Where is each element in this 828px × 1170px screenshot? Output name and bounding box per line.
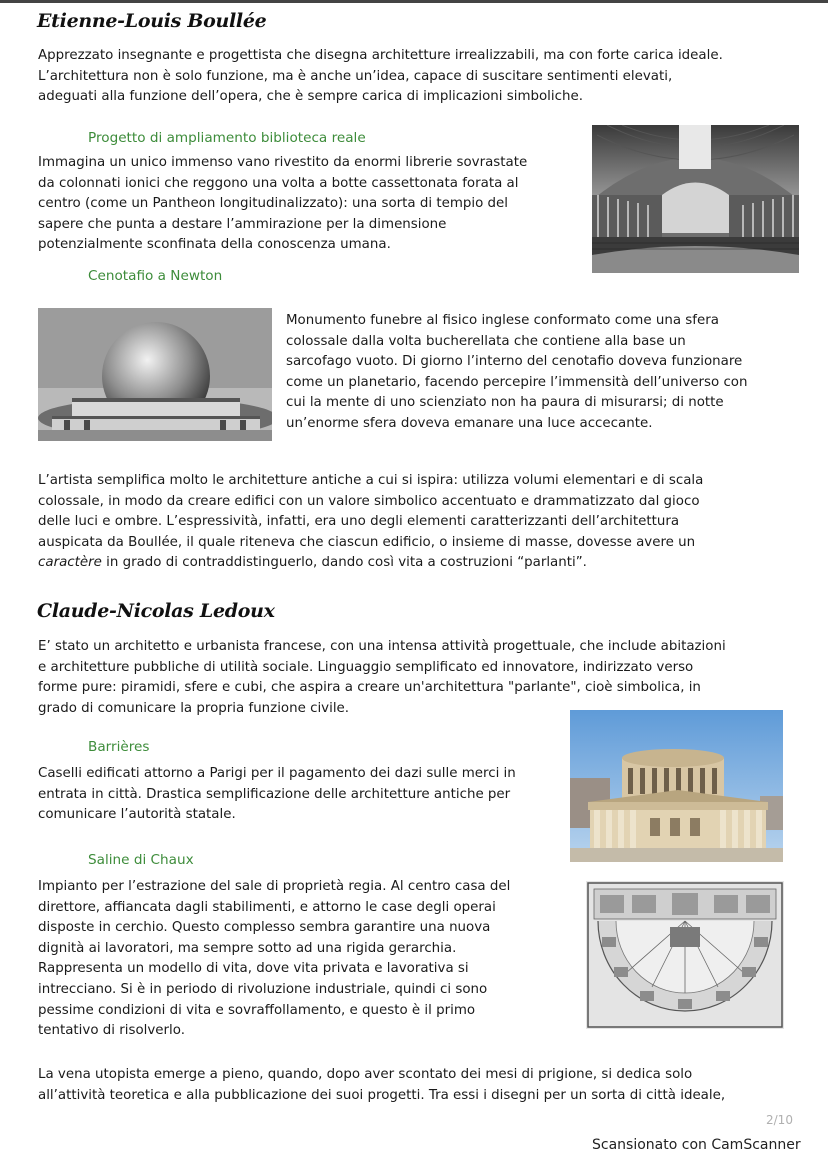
ledoux-intro — [38, 637, 813, 719]
text-line: e architetture pubbliche di utilità sociale. Linguaggio semplificato ed innovatore, indirizzato verso — [38, 659, 694, 675]
text-line: E’ stato un architetto e urbanista francese, con una intensa attività progettuale, che include abitazioni — [38, 639, 726, 654]
text-span: in grado di contraddistinguerlo, dando così vita a costruzioni “parlanti”. — [101, 555, 587, 571]
boullee-intro — [38, 46, 808, 108]
text-line: forme pure: piramidi, sfere e cubi, che aspira a creare un'architettura "parlante", cioè simbolica, in — [38, 680, 701, 696]
text-line: pessime condizioni di vita e sovraffollamento, e questo è il primo — [38, 1002, 476, 1018]
section-title-boullee: Etienne-Louis Boullée — [37, 10, 267, 32]
page-number: 2/10 — [766, 1113, 793, 1127]
text-line: sapere che punta a destare l’ammirazione per la dimensione — [38, 216, 447, 232]
text-line: Monumento funebre al fisico inglese conformato come una sfera — [286, 313, 719, 328]
text-line: delle luci e ombre. L’espressività, infatti, era uno degli elementi caratterizzanti dell’architettura — [38, 514, 680, 530]
text-line: La vena utopista emerge a pieno, quando, dopo aver scontato dei mesi di prigione, si dedica solo — [38, 1067, 693, 1082]
text-line: intrecciano. Si è in periodo di rivoluzione industriale, quindi ci sono — [38, 981, 488, 997]
biblioteca-paragraph — [38, 153, 583, 256]
text-line: Impianto per l’estrazione del sale di proprietà regia. Al centro casa del — [38, 879, 511, 894]
barrieres-paragraph — [38, 764, 568, 826]
text-line: colossale dalla volta bucherellata che contiene alla base un — [286, 333, 686, 349]
text-line: sarcofago vuoto. Di giorno l’interno del cenotafio doveva funzionare — [286, 354, 743, 370]
text-line: L’artista semplifica molto le architetture antiche a cui si ispira: utilizza volumi elementari e di scala — [38, 473, 704, 488]
boullee-conclusion — [38, 471, 813, 574]
text-line: adeguati alla funzione dell’opera, che è sempre carica di implicazioni simboliche. — [38, 89, 583, 105]
italic-word: caractère — [38, 555, 102, 571]
text-line: entrata in città. Drastica semplificazione delle architetture antiche per — [38, 786, 511, 802]
biblioteca-image — [592, 125, 799, 273]
text-line: centro (come un Pantheon longitudinalizzato): una sorta di tempio del — [38, 196, 508, 212]
subtitle-barrieres: Barrières — [88, 739, 150, 755]
text-line: grado di comunicare la propria funzione civile. — [38, 700, 350, 716]
subtitle-saline: Saline di Chaux — [88, 852, 194, 868]
top-rule — [0, 0, 828, 3]
cenotafio-paragraph — [286, 311, 806, 435]
cenotafio-image — [38, 308, 272, 441]
section-title-ledoux: Claude-Nicolas Ledoux — [37, 600, 275, 622]
saline-paragraph — [38, 877, 563, 1042]
text-line: L’architettura non è solo funzione, ma è anche un’idea, capace di suscitare sentimenti elevati, — [38, 68, 673, 84]
text-line: tentativo di risolverlo. — [38, 1023, 185, 1039]
barrieres-image — [570, 710, 783, 862]
utopia-paragraph — [38, 1065, 813, 1106]
text-line: potenzialmente sconfinata della conoscenza umana. — [38, 237, 391, 253]
text-line: un’enorme sfera doveva emanare una luce accecante. — [286, 415, 653, 431]
text-line: Immagina un unico immenso vano rivestito da enormi librerie sovrastate — [38, 155, 528, 170]
text-line: come un planetario, facendo percepire l’immensità dell’universo con — [286, 374, 748, 390]
text-line: all’attività teoretica e alla pubblicazione dei suoi progetti. Tra essi i disegni per un sorta di città ideale, — [38, 1087, 726, 1103]
camscanner-watermark: Scansionato con CamScanner — [592, 1137, 801, 1153]
text-line — [38, 553, 813, 574]
text-line: direttore, affiancata dagli stabilimenti, e attorno le case degli operai — [38, 899, 496, 915]
text-line: Caselli edificati attorno a Parigi per il pagamento dei dazi sulle merci in — [38, 766, 516, 781]
text-line: comunicare l’autorità statale. — [38, 807, 236, 823]
subtitle-biblioteca: Progetto di ampliamento biblioteca reale — [88, 130, 366, 146]
text-line: Apprezzato insegnante e progettista che disegna architetture irrealizzabili, ma con forte carica ideale. — [38, 48, 723, 63]
text-line: dignità ai lavoratori, ma sempre sotto ad una rigida gerarchia. — [38, 940, 457, 956]
text-line: Rappresenta un modello di vita, dove vita privata e lavorativa si — [38, 961, 469, 977]
text-line: da colonnati ionici che reggono una volta a botte cassettonata forata al — [38, 175, 519, 191]
text-line: auspicata da Boullée, il quale riteneva che ciascun edificio, o insieme di masse, dovesse avere un — [38, 534, 696, 550]
text-line: cui la mente di uno scienziato non ha paura di misurarsi; di notte — [286, 395, 724, 411]
saline-plan-image — [586, 881, 784, 1029]
subtitle-cenotafio: Cenotafio a Newton — [88, 268, 223, 284]
text-line: colossale, in modo da creare edifici con un valore simbolico accentuato e drammatizzato dal gioco — [38, 493, 700, 509]
text-line: disposte in cerchio. Questo complesso sembra garantire una nuova — [38, 920, 491, 936]
